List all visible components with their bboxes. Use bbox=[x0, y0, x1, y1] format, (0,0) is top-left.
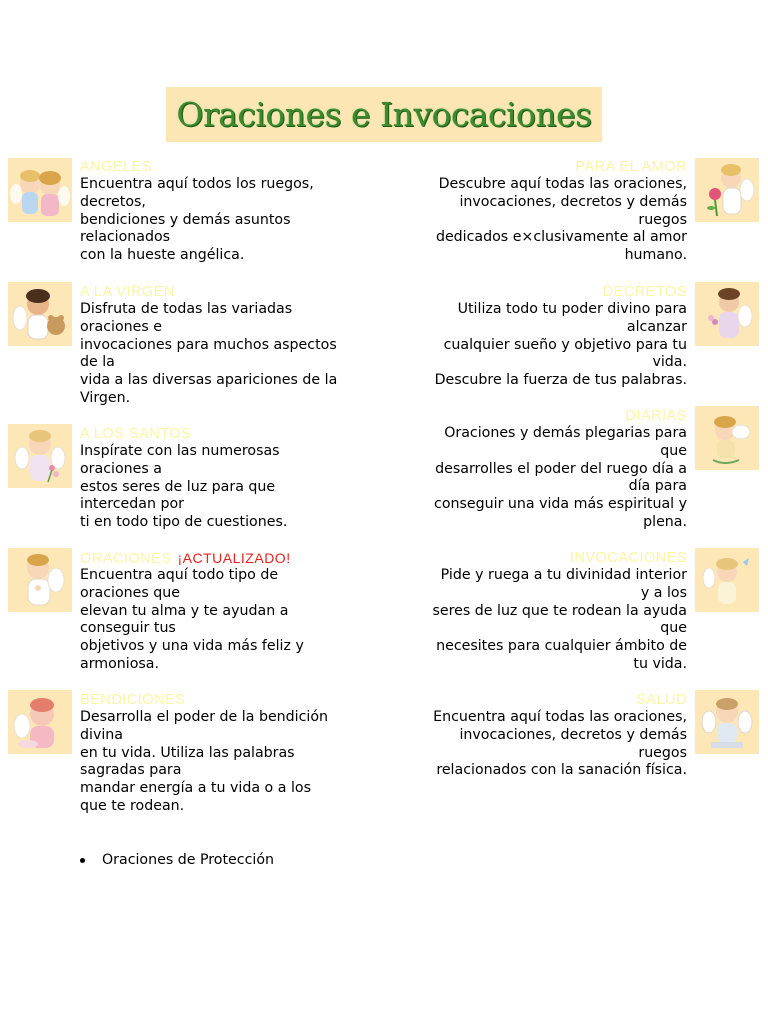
description-line: Disfruta de todas las variadas bbox=[80, 301, 293, 317]
sitting-angel-icon[interactable] bbox=[695, 690, 759, 754]
section-bendiciones bbox=[80, 691, 380, 816]
section-heading-link[interactable]: BENDICIONES bbox=[80, 692, 186, 708]
description-line: Oraciones y demás plegarias para bbox=[444, 425, 687, 441]
description-line: y a los bbox=[640, 584, 687, 601]
bullet-item-proteccion[interactable]: Oraciones de Protección bbox=[80, 850, 274, 870]
description-line: con la hueste angélica. bbox=[80, 247, 245, 264]
section-heading-row bbox=[80, 549, 380, 567]
description-line: Utiliza todo tu poder divino para bbox=[457, 301, 687, 317]
description-line: Desarrolla el poder de la bendición bbox=[80, 709, 329, 725]
section-heading-link[interactable]: ORACIONES bbox=[80, 551, 172, 567]
section-invocaciones bbox=[400, 549, 687, 674]
description-line: vida. bbox=[652, 354, 687, 371]
angel-couple-icon[interactable] bbox=[8, 158, 72, 222]
description-line: mandar energía a tu vida o a los bbox=[80, 780, 311, 797]
pink-angel-icon[interactable] bbox=[8, 690, 72, 754]
section-a-los-santos bbox=[80, 425, 380, 532]
updated-badge: ¡ACTUALIZADO! bbox=[177, 550, 291, 566]
description-line: oraciones e bbox=[80, 318, 162, 335]
section-heading-link[interactable]: PARA EL AMOR bbox=[575, 159, 687, 175]
section-heading-link[interactable]: A LOS SANTOS bbox=[80, 426, 192, 442]
section-angeles bbox=[80, 158, 380, 265]
description-line: que te rodean. bbox=[80, 797, 185, 814]
description-line: alcanzar bbox=[626, 318, 687, 335]
flying-angel-icon[interactable] bbox=[695, 406, 759, 470]
description-line: decretos, bbox=[80, 193, 146, 210]
description-line: intercedan por bbox=[80, 496, 184, 513]
description-line: en tu vida. Utiliza las palabras bbox=[80, 744, 295, 761]
description-line: Descubre la fuerza de tus palabras. bbox=[434, 372, 687, 389]
description-line: ti en todo tipo de cuestiones. bbox=[80, 514, 288, 531]
description-line: necesites para cualquier ámbito de bbox=[436, 638, 687, 655]
bullet-list bbox=[80, 850, 274, 870]
description-line: cualquier sueño y objetivo para tu bbox=[443, 336, 687, 353]
description-line: conseguir tus bbox=[80, 620, 176, 637]
description-line: ruegos bbox=[638, 744, 687, 761]
description-line: relacionados con la sanación física. bbox=[436, 762, 687, 779]
description-line: plena. bbox=[643, 513, 687, 530]
description-line: conseguir una vida más espiritual y bbox=[434, 496, 687, 513]
section-decretos bbox=[400, 283, 687, 390]
section-a-la-virgen bbox=[80, 283, 380, 408]
description-line: armoniosa. bbox=[80, 655, 159, 672]
description-line: ruegos bbox=[638, 211, 687, 228]
description-line: invocaciones, decretos y demás bbox=[459, 193, 687, 210]
description-line: Virgen. bbox=[80, 389, 131, 406]
angel-with-flowers-icon[interactable] bbox=[8, 424, 72, 488]
description-line: seres de luz que te rodean la ayuda bbox=[432, 602, 687, 619]
description-line: oraciones que bbox=[80, 584, 180, 601]
page-title: Oraciones e Invocaciones bbox=[176, 95, 592, 134]
description-line: vida a las diversas apariciones de la bbox=[80, 372, 338, 389]
angel-with-bird-icon[interactable] bbox=[695, 548, 759, 612]
description-line: oraciones a bbox=[80, 460, 162, 477]
description-line: dedicados e×clusivamente al amor bbox=[435, 229, 687, 246]
description-line: de la bbox=[80, 354, 115, 371]
description-line: Pide y ruega a tu divinidad interior bbox=[440, 567, 687, 583]
description-line: Inspírate con las numerosas bbox=[80, 443, 280, 459]
description-line: tu vida. bbox=[633, 655, 687, 672]
description-line: relacionados bbox=[80, 229, 171, 246]
description-line: desarrolles el poder del ruego día a bbox=[435, 460, 687, 477]
section-oraciones bbox=[80, 549, 380, 674]
description-line: sagradas para bbox=[80, 762, 182, 779]
description-line: Encuentra aquí todas las oraciones, bbox=[433, 709, 687, 725]
description-line: invocaciones para muchos aspectos bbox=[80, 336, 337, 353]
description-line: que bbox=[660, 620, 687, 637]
angel-with-bear-icon[interactable] bbox=[8, 282, 72, 346]
section-heading-link[interactable]: DECRETOS bbox=[602, 284, 687, 300]
description-line: humano. bbox=[624, 247, 687, 264]
section-heading-link[interactable]: ANGELES bbox=[80, 159, 152, 175]
description-line: elevan tu alma y te ayudan a bbox=[80, 602, 289, 619]
description-line: estos seres de luz para que bbox=[80, 478, 276, 495]
section-heading-link[interactable]: A LA VIRGEN bbox=[80, 284, 175, 300]
description-line: divina bbox=[80, 726, 123, 743]
section-heading-link[interactable]: SALUD bbox=[636, 692, 687, 708]
section-salud bbox=[400, 691, 687, 780]
angel-with-bouquet-icon[interactable] bbox=[695, 282, 759, 346]
angel-with-rose-icon[interactable] bbox=[695, 158, 759, 222]
section-diarias bbox=[400, 407, 687, 532]
title-banner bbox=[166, 87, 602, 142]
description-line: objetivos y una vida más feliz y bbox=[80, 638, 304, 655]
description-line: Encuentra aquí todos los ruegos, bbox=[80, 176, 314, 192]
praying-angel-icon[interactable] bbox=[8, 548, 72, 612]
description-line: invocaciones, decretos y demás bbox=[459, 726, 687, 743]
description-line: bendiciones y demás asuntos bbox=[80, 211, 291, 228]
section-heading-link[interactable]: INVOCACIONES bbox=[569, 550, 687, 566]
section-para-el-amor bbox=[400, 158, 687, 265]
description-line: Encuentra aquí todo tipo de bbox=[80, 567, 279, 583]
description-line: día para bbox=[628, 478, 687, 495]
description-line: Descubre aquí todas las oraciones, bbox=[438, 176, 687, 192]
description-line: que bbox=[660, 442, 687, 459]
section-heading-link[interactable]: DIARIAS bbox=[625, 408, 687, 424]
